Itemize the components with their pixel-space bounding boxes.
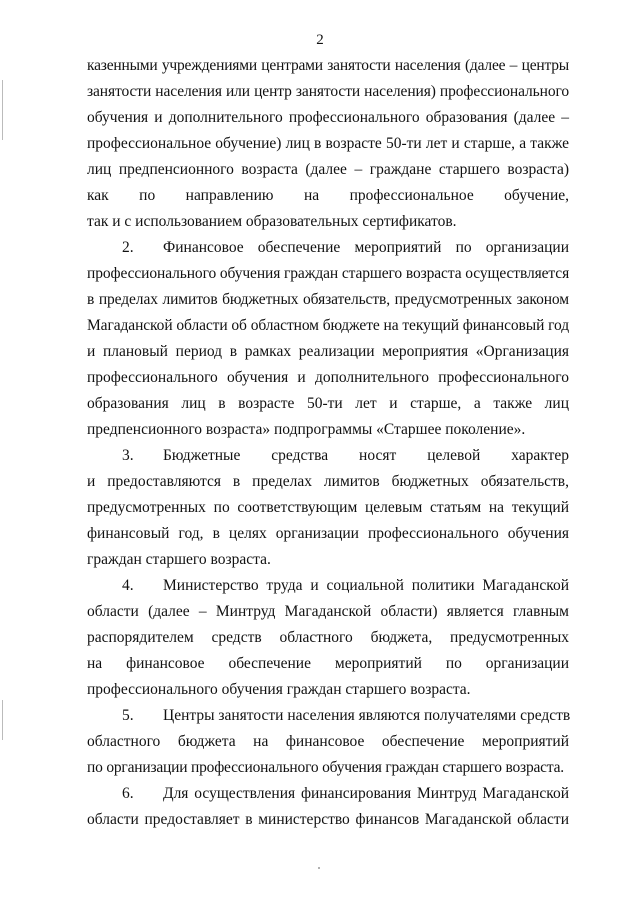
scan-margin-mark xyxy=(2,700,3,740)
text-line: в пределах лимитов бюджетных обязательств, предусмотренных законом xyxy=(87,291,569,308)
text-line: на финансовое обеспечение мероприятий по организации xyxy=(87,655,569,672)
text-line: области (далее – Минтруд Магаданской области) является главным xyxy=(87,603,569,620)
text-line: Бюджетные средства носят целевой характер xyxy=(163,447,569,464)
text-line: областного бюджета на финансовое обеспечение мероприятий xyxy=(87,733,569,750)
text-line: обучения и дополнительного профессионального образования (далее – xyxy=(87,109,569,126)
text-line: профессионального обучения граждан старшего возраста осуществляется xyxy=(87,265,570,282)
text-line: Магаданской области об областном бюджете на текущий финансовый год xyxy=(87,317,569,334)
text-line: предпенсионного возраста» подпрограммы «Старшее поколение». xyxy=(87,421,526,438)
paragraph-3-first-line xyxy=(122,446,569,466)
text-line: профессиональное обучение) лиц в возрасте 50-ти лет и старше, а также xyxy=(87,135,569,152)
text-line: профессионального обучения граждан старшего возраста. xyxy=(87,681,471,698)
text-line: по организации профессионального обучения граждан старшего возраста. xyxy=(87,759,564,776)
text-line: как по направлению на профессиональное обучение, xyxy=(87,187,569,204)
text-line: Министерство труда и социальной политики Магаданской xyxy=(163,577,569,594)
paragraph-number: 2. xyxy=(122,239,134,256)
text-line: так и с использованием образовательных сертификатов. xyxy=(87,213,457,230)
paragraph-number: 6. xyxy=(122,785,134,802)
text-line: Финансовое обеспечение мероприятий по организации xyxy=(163,239,569,256)
paragraph-number: 3. xyxy=(122,447,134,464)
paragraph-number: 4. xyxy=(122,577,134,594)
text-line: Для осуществления финансирования Минтруд Магаданской xyxy=(163,785,569,802)
text-line: и предоставляются в пределах лимитов бюджетных обязательств, xyxy=(87,473,569,490)
text-line: Центры занятости населения являются получателями средств xyxy=(163,707,571,724)
paragraph-6-first-line xyxy=(122,784,569,804)
text-line: профессионального обучения и дополнительного профессионального xyxy=(87,369,569,386)
text-line: и плановый период в рамках реализации мероприятия «Организация xyxy=(87,343,569,360)
text-line: образования лиц в возрасте 50-ти лет и старше, а также лиц xyxy=(87,395,569,412)
paragraph-2-first-line xyxy=(122,238,569,258)
page-number: 2 xyxy=(316,32,324,48)
scan-speck xyxy=(318,867,320,869)
text-line: предусмотренных по соответствующим целевым статьям на текущий xyxy=(87,499,569,516)
text-line: занятости населения или центр занятости населения) профессионального xyxy=(87,83,569,100)
text-line: распорядителем средств областного бюджета, предусмотренных xyxy=(87,629,569,646)
text-line: финансовый год, в целях организации профессионального обучения xyxy=(87,525,569,542)
paragraph-5-first-line xyxy=(122,706,569,726)
text-line: граждан старшего возраста. xyxy=(87,551,271,568)
text-line: лиц предпенсионного возраста (далее – граждане старшего возраста) xyxy=(87,161,569,178)
text-line: области предоставляет в министерство финансов Магаданской области xyxy=(87,811,569,828)
paragraph-4-first-line xyxy=(122,576,569,596)
text-line: казенными учреждениями центрами занятости населения (далее – центры xyxy=(87,57,569,74)
scan-margin-mark xyxy=(2,80,3,140)
paragraph-number: 5. xyxy=(122,707,134,724)
